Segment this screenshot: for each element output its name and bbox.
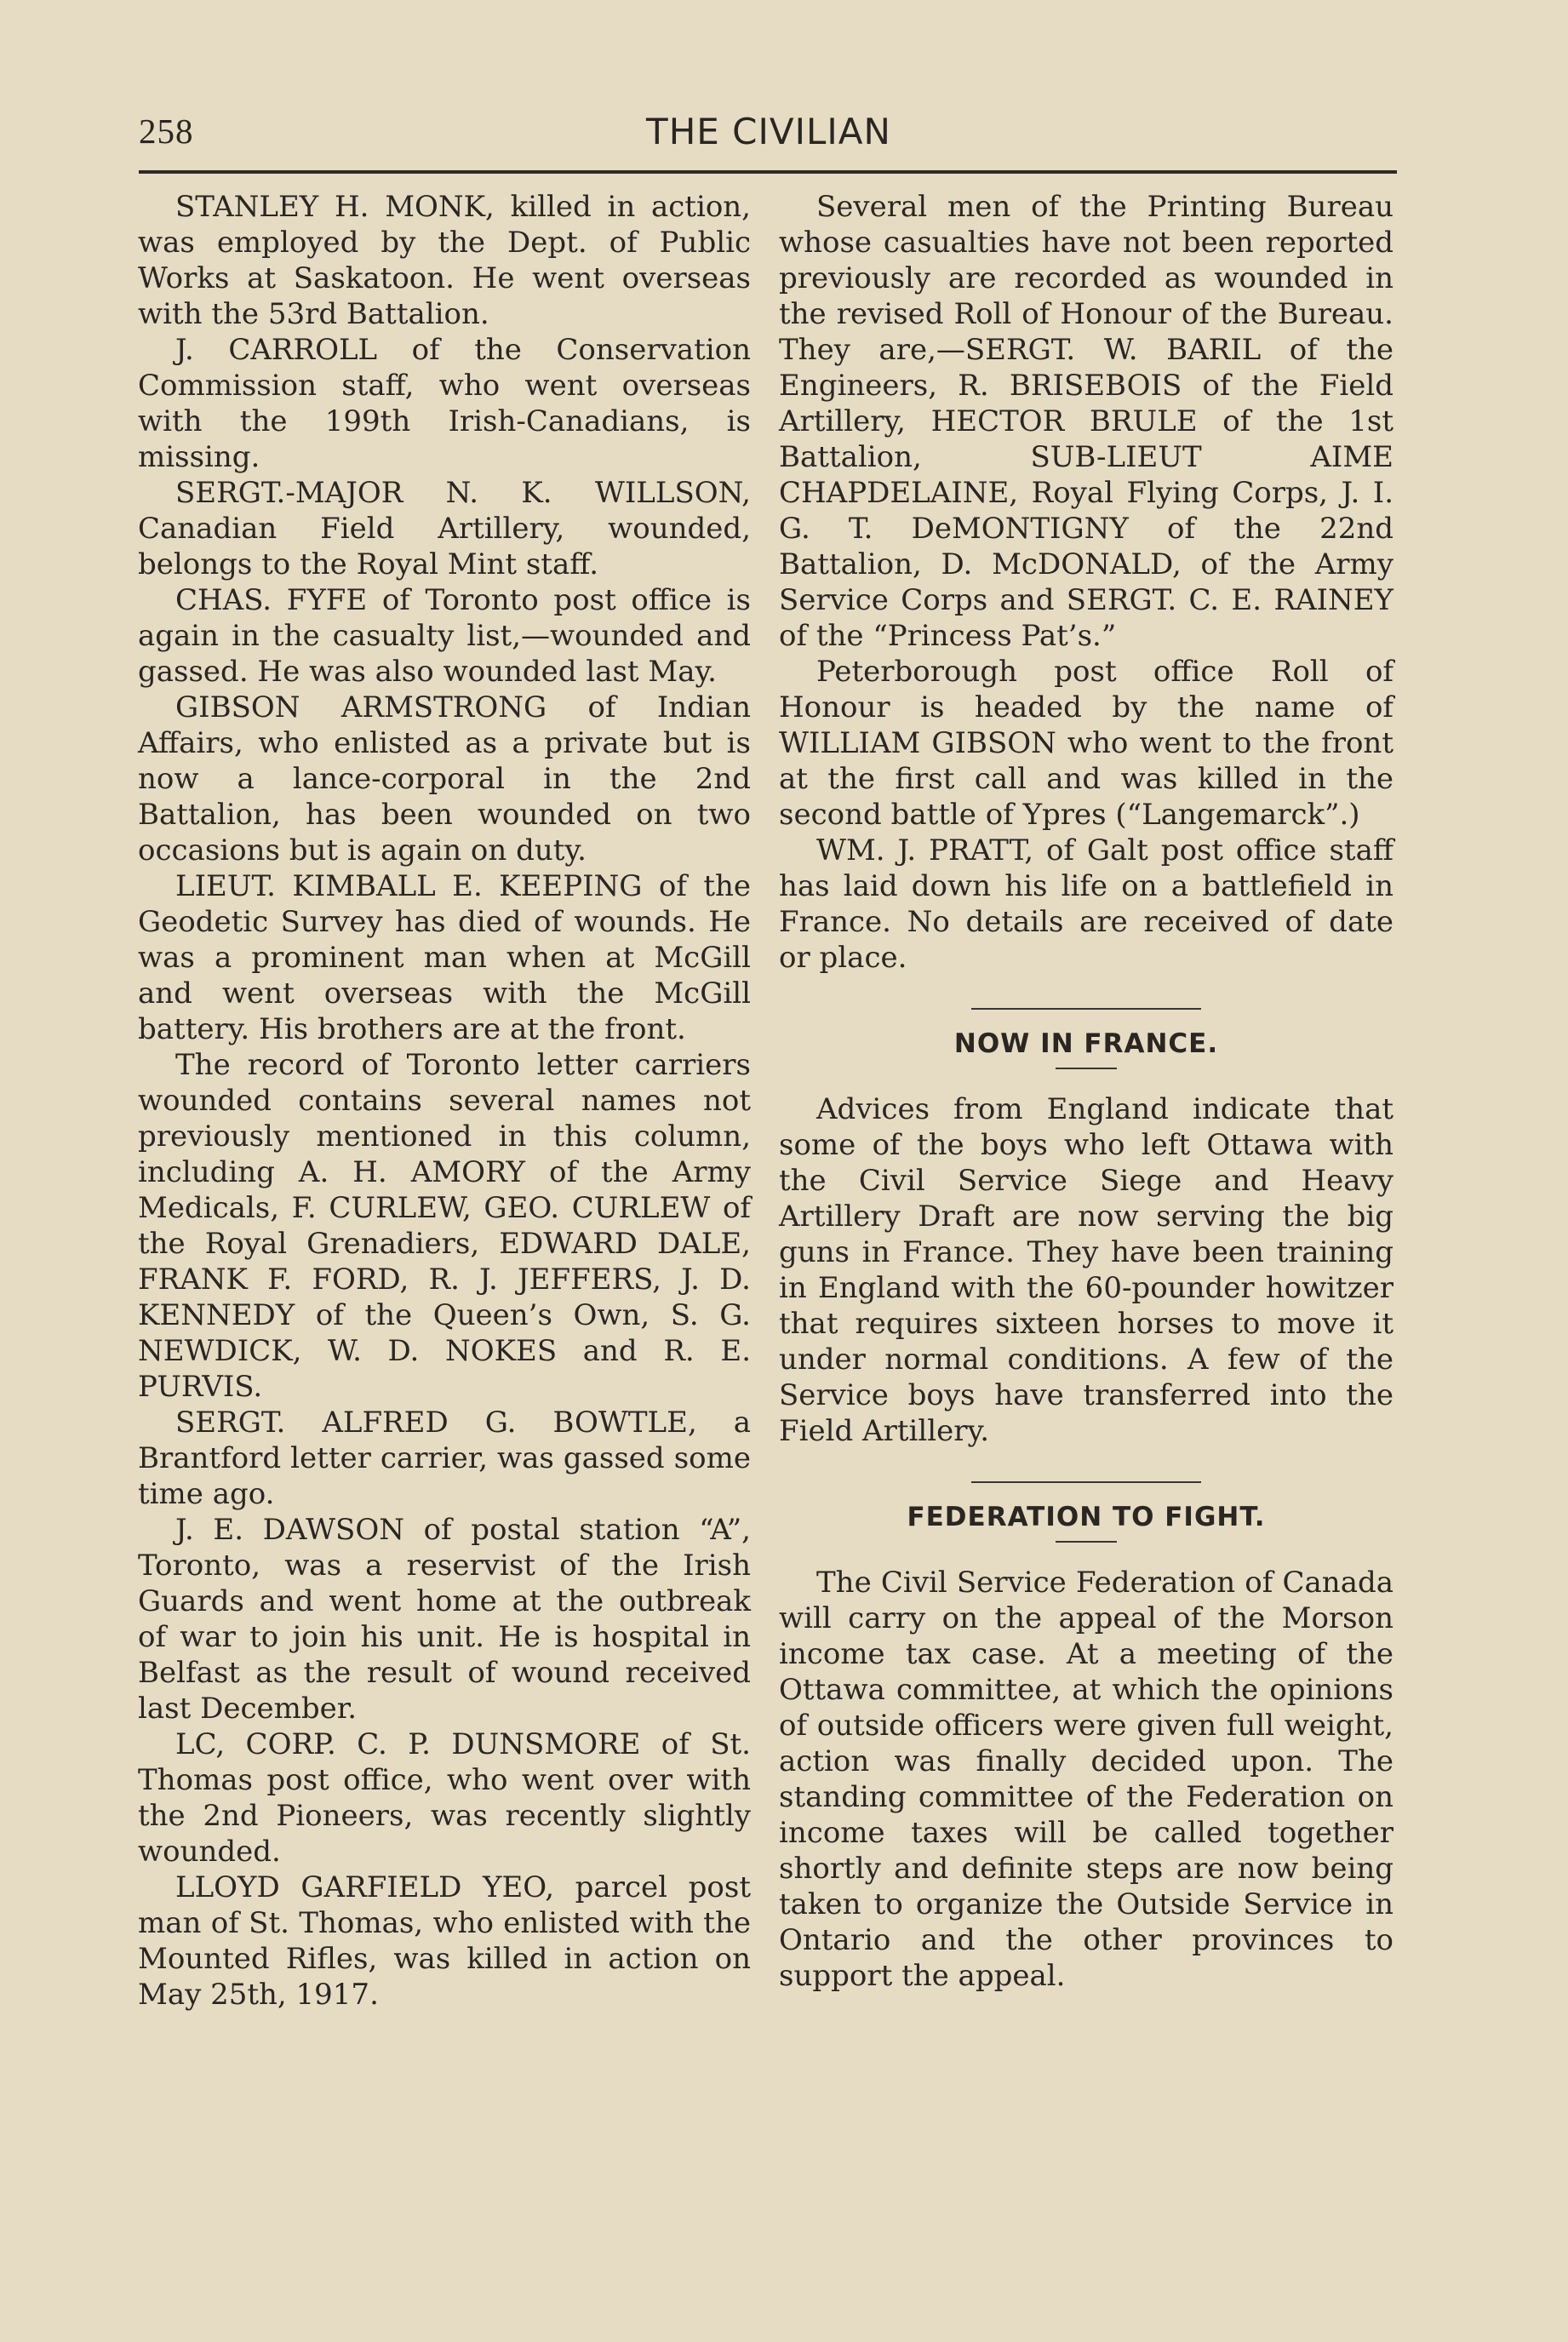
paragraph-dunsmore: LC, CORP. C. P. DUNSMORE of St. Thomas post office, who went over with the 2nd Pioneers, was recently slightly wounded. [138,1727,751,1869]
paragraph-armstrong: GIBSON ARMSTRONG of Indian Affairs, who enlisted as a private but is now a lance-corporal in the 2nd Battalion, has been wounded on two occasions but is again on duty. [138,690,751,868]
right-column [779,189,1393,1994]
paragraph-now-in-france: Advices from England indicate that some of the boys who left Ottawa with the Civil Service Siege and Heavy Artillery Draft are now serving the big guns in France. They have been training in England with the 60-pounder howitzer that requires sixteen horses to move it under normal conditions. A few of the Service boys have transferred into the Field Artillery. [779,1092,1393,1448]
paragraph-carroll: J. CARROLL of the Conservation Commission staff, who went overseas with the 199th Irish-Canadians, is missing. [138,333,751,474]
paragraph-dawson: J. E. DAWSON of postal station “A”, Toronto, was a reservist of the Irish Guards and went home at the outbreak of war to join his unit. He is hospital in Belfast as the result of wound received last December. [138,1513,751,1726]
paragraph-monk: STANLEY H. MONK, killed in action, was employed by the Dept. of Public Works at Saskatoon. He went overseas with the 53rd Battalion. [138,190,751,331]
paragraph-bowtle: SERGT. ALFRED G. BOWTLE, a Brantford letter carrier, was gassed some time ago. [138,1406,751,1511]
heading-now-in-france: NOW IN FRANCE. [953,1028,1219,1059]
section-divider [971,1008,1201,1010]
left-column [138,189,751,2013]
page-number: 258 [139,112,194,151]
paragraph-pratt: WM. J. PRATT, of Galt post office staff has laid down his life on a battlefield in France. No details are received of date or place. [779,833,1393,975]
paragraph-willson: SERGT.-MAJOR N. K. WILLSON, Canadian Field Artillery, wounded, belongs to the Royal Mint staff. [138,476,751,581]
paragraph-keeping: LIEUT. KIMBALL E. KEEPING of the Geodetic Survey has died of wounds. He was a prominent man when at McGill and went overseas with the McGill battery. His brothers are at the front. [138,869,751,1046]
heading-underline [1056,1541,1117,1543]
page-header [139,102,1399,162]
heading-federation-to-fight: FEDERATION TO FIGHT. [907,1502,1266,1532]
heading-underline [1056,1068,1117,1069]
paragraph-fyfe: CHAS. FYFE of Toronto post office is again in the casualty list,—wounded and gassed. He was also wounded last May. [138,583,751,689]
paragraph-federation: The Civil Service Federation of Canada will carry on the appeal of the Morson income tax case. At a meeting of the Ottawa committee, at which the opinions of outside officers were given full weight, action was finally decided upon. The standing committee of the Federation on income taxes will be called together shortly and definite steps are now being taken to organize the Outside Service in Ontario and the other provinces to support the appeal. [779,1566,1393,1993]
section-divider [971,1481,1201,1483]
header-rule [139,170,1397,174]
running-title: THE CIVILIAN [646,111,891,152]
paragraph-toronto-carriers: The record of Toronto letter carriers wounded contains several names not previously mentioned in this column, including A. H. AMORY of the Army Medicals, F. CURLEW, GEO. CURLEW of the Royal Grenadiers, EDWARD DALE, FRANK F. FORD, R. J. JEFFERS, J. D. KENNEDY of the Queen’s Own, S. G. NEWDICK, W. D. NOKES and R. E. PURVIS. [138,1048,751,1404]
paragraph-yeo: LLOYD GARFIELD YEO, parcel post man of St. Thomas, who enlisted with the Mounted Rifles, was killed in action on May 25th, 1917. [138,1870,751,2012]
paragraph-printing-bureau: Several men of the Printing Bureau whose casualties have not been reported previously are recorded as wounded in the revised Roll of Honour of the Bureau. They are,—SERGT. W. BARIL of the Engineers, R. BRISEBOIS of the Field Artillery, HECTOR BRULE of the 1st Battalion, SUB-LIEUT AIME CHAPDELAINE, Royal Flying Corps, J. I. G. T. DeMONTIGNY of the 22nd Battalion, D. McDONALD, of the Army Service Corps and SERGT. C. E. RAINEY of the “Princess Pat’s.” [779,190,1393,653]
paragraph-peterborough: Peterborough post office Roll of Honour is headed by the name of WILLIAM GIBSON who went to the front at the first call and was killed in the second battle of Ypres (“Langemarck”.) [779,655,1393,832]
